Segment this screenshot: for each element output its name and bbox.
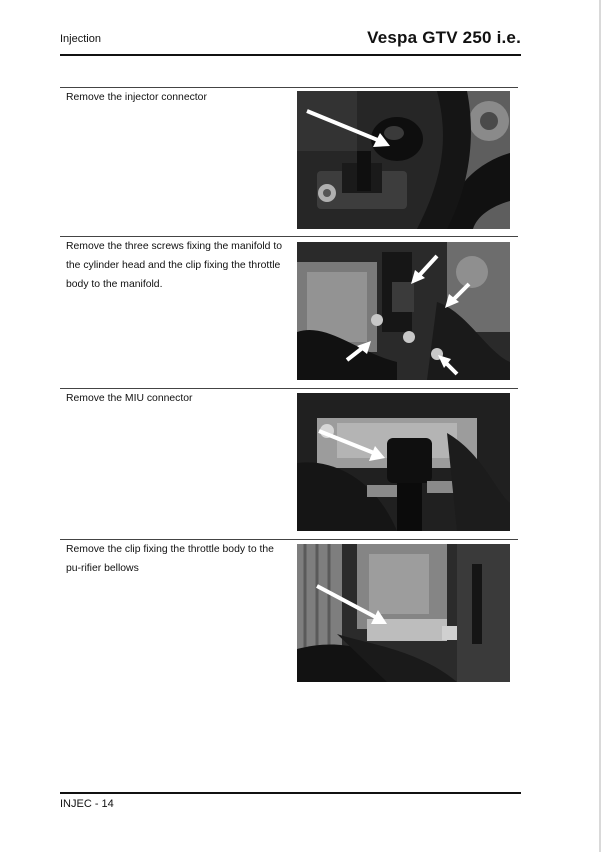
page-number: INJEC - 14: [60, 798, 114, 810]
footer-rule: [60, 792, 521, 794]
step-1-text: Remove the injector connector: [66, 92, 207, 103]
miu-connector-photo: [297, 393, 510, 531]
throttle-clip-photo: [297, 544, 510, 682]
page-header: [60, 24, 521, 54]
step-2-text: Remove the three screws fixing the manifold to the cylinder head and the clip fixing the throttle body to the manifold.: [66, 241, 282, 290]
section-title: Injection: [60, 33, 101, 45]
model-title: Vespa GTV 250 i.e.: [367, 28, 521, 47]
step-4-text: Remove the clip fixing the throttle body to the pu-rifier bellows: [66, 544, 274, 574]
manifold-screws-photo: [297, 242, 510, 380]
header-rule: [60, 54, 521, 56]
step-3-text: Remove the MIU connector: [66, 393, 193, 404]
injector-connector-photo: [297, 91, 510, 229]
